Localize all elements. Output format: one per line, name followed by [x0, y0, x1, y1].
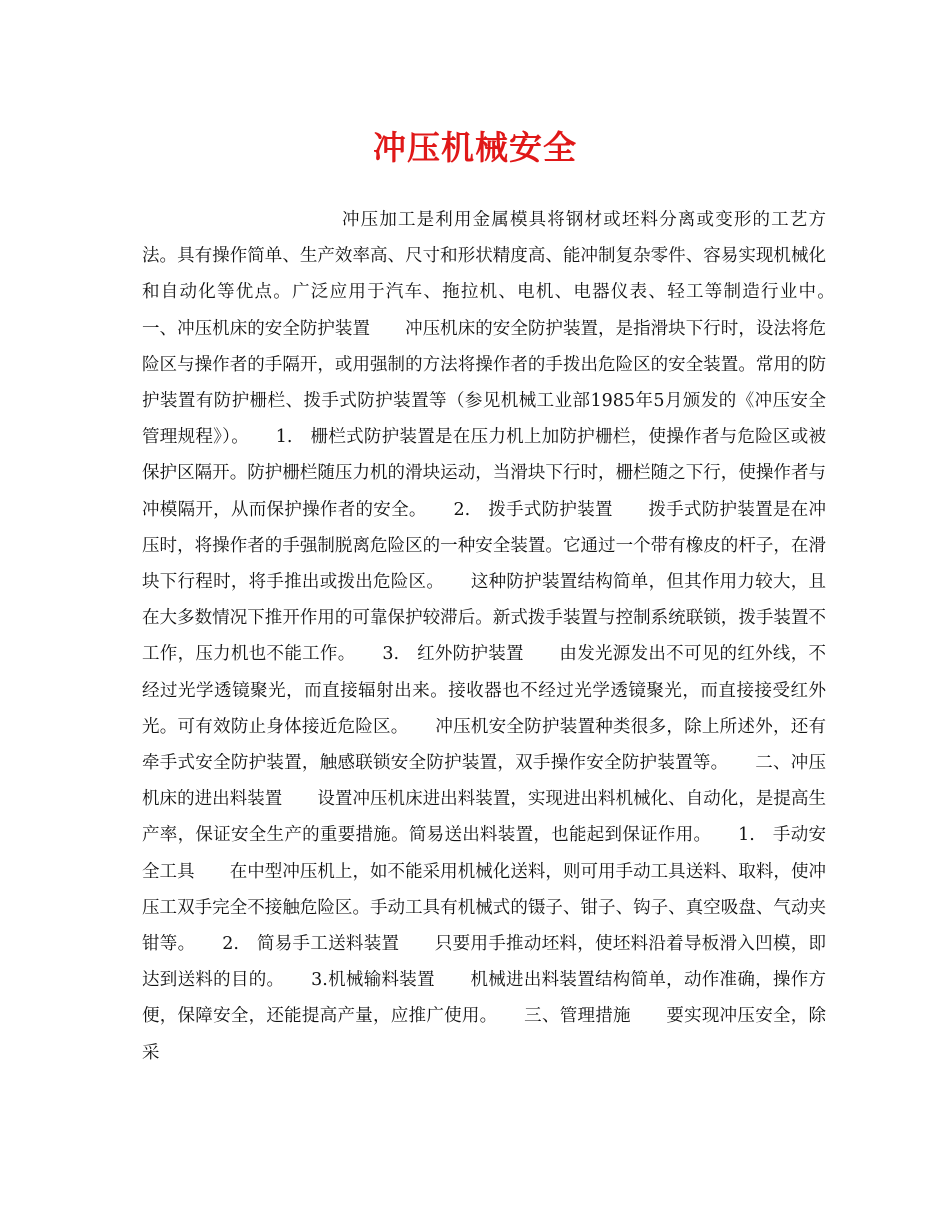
document-body: 冲压加工是利用金属模具将钢材或坯料分离或变形的工艺方法。具有操作简单、生产效率高、尺寸和形状精度高、能冲制复杂零件、容易实现机械化和自动化等优点。广泛应用于汽车、拖拉机、电机、电器仪表、轻工等制造行业中。 一、冲压机床的安全防护装置 冲压机床的安全防护装置，是指滑块下行时，设法将危险区与操作者的手隔开，或用强制的方法将操作者的手拨出危险区的安全装置。常用的防护装置有防护栅栏、拨手式防护装置等（参见机械工业部1985年5月颁发的《冲压安全管理规程》）。 1. 栅栏式防护装置是在压力机上加防护栅栏，使操作者与危险区或被保护区隔开。防护栅栏随压力机的滑块运动，当滑块下行时，栅栏随之下行，使操作者与冲模隔开，从而保护操作者的安全。 2. 拨手式防护装置 拨手式防护装置是在冲压时，将操作者的手强制脱离危险区的一种安全装置。它通过一个带有橡皮的杆子，在滑块下行程时，将手推出或拨出危险区。 这种防护装置结构简单，但其作用力较大，且在大多数情况下推开作用的可靠保护较滞后。新式拨手装置与控制系统联锁，拨手装置不工作，压力机也不能工作。 3. 红外防护装置 由发光源发出不可见的红外线，不经过光学透镜聚光，而直接辐射出来。接收器也不经过光学透镜聚光，而直接接受红外光。可有效防止身体接近危险区。 冲压机安全防护装置种类很多，除上所述外，还有牵手式安全防护装置，触感联锁安全防护装置，双手操作安全防护装置等。 二、冲压机床的进出料装置 设置冲压机床进出料装置，实现进出料机械化、自动化，是提高生产率，保证安全生产的重要措施。简易送出料装置，也能起到保证作用。 1. 手动安全工具 在中型冲压机上，如不能采用机械化送料，则可用手动工具送料、取料，使冲压工双手完全不接触危险区。手动工具有机械式的镊子、钳子、钩子、真空吸盘、气动夹钳等。 2. 简易手工送料装置 只要用手推动坯料，使坯料沿着导板滑入凹模，即达到送料的目的。 3.机械输料装置 机械进出料装置结构简单，动作准确，操作方便，保障安全，还能提高产量，应推广使用。 三、管理措施 要实现冲压安全，除采: [142, 210, 861, 1063]
document-title: 冲压机械安全: [373, 128, 577, 167]
